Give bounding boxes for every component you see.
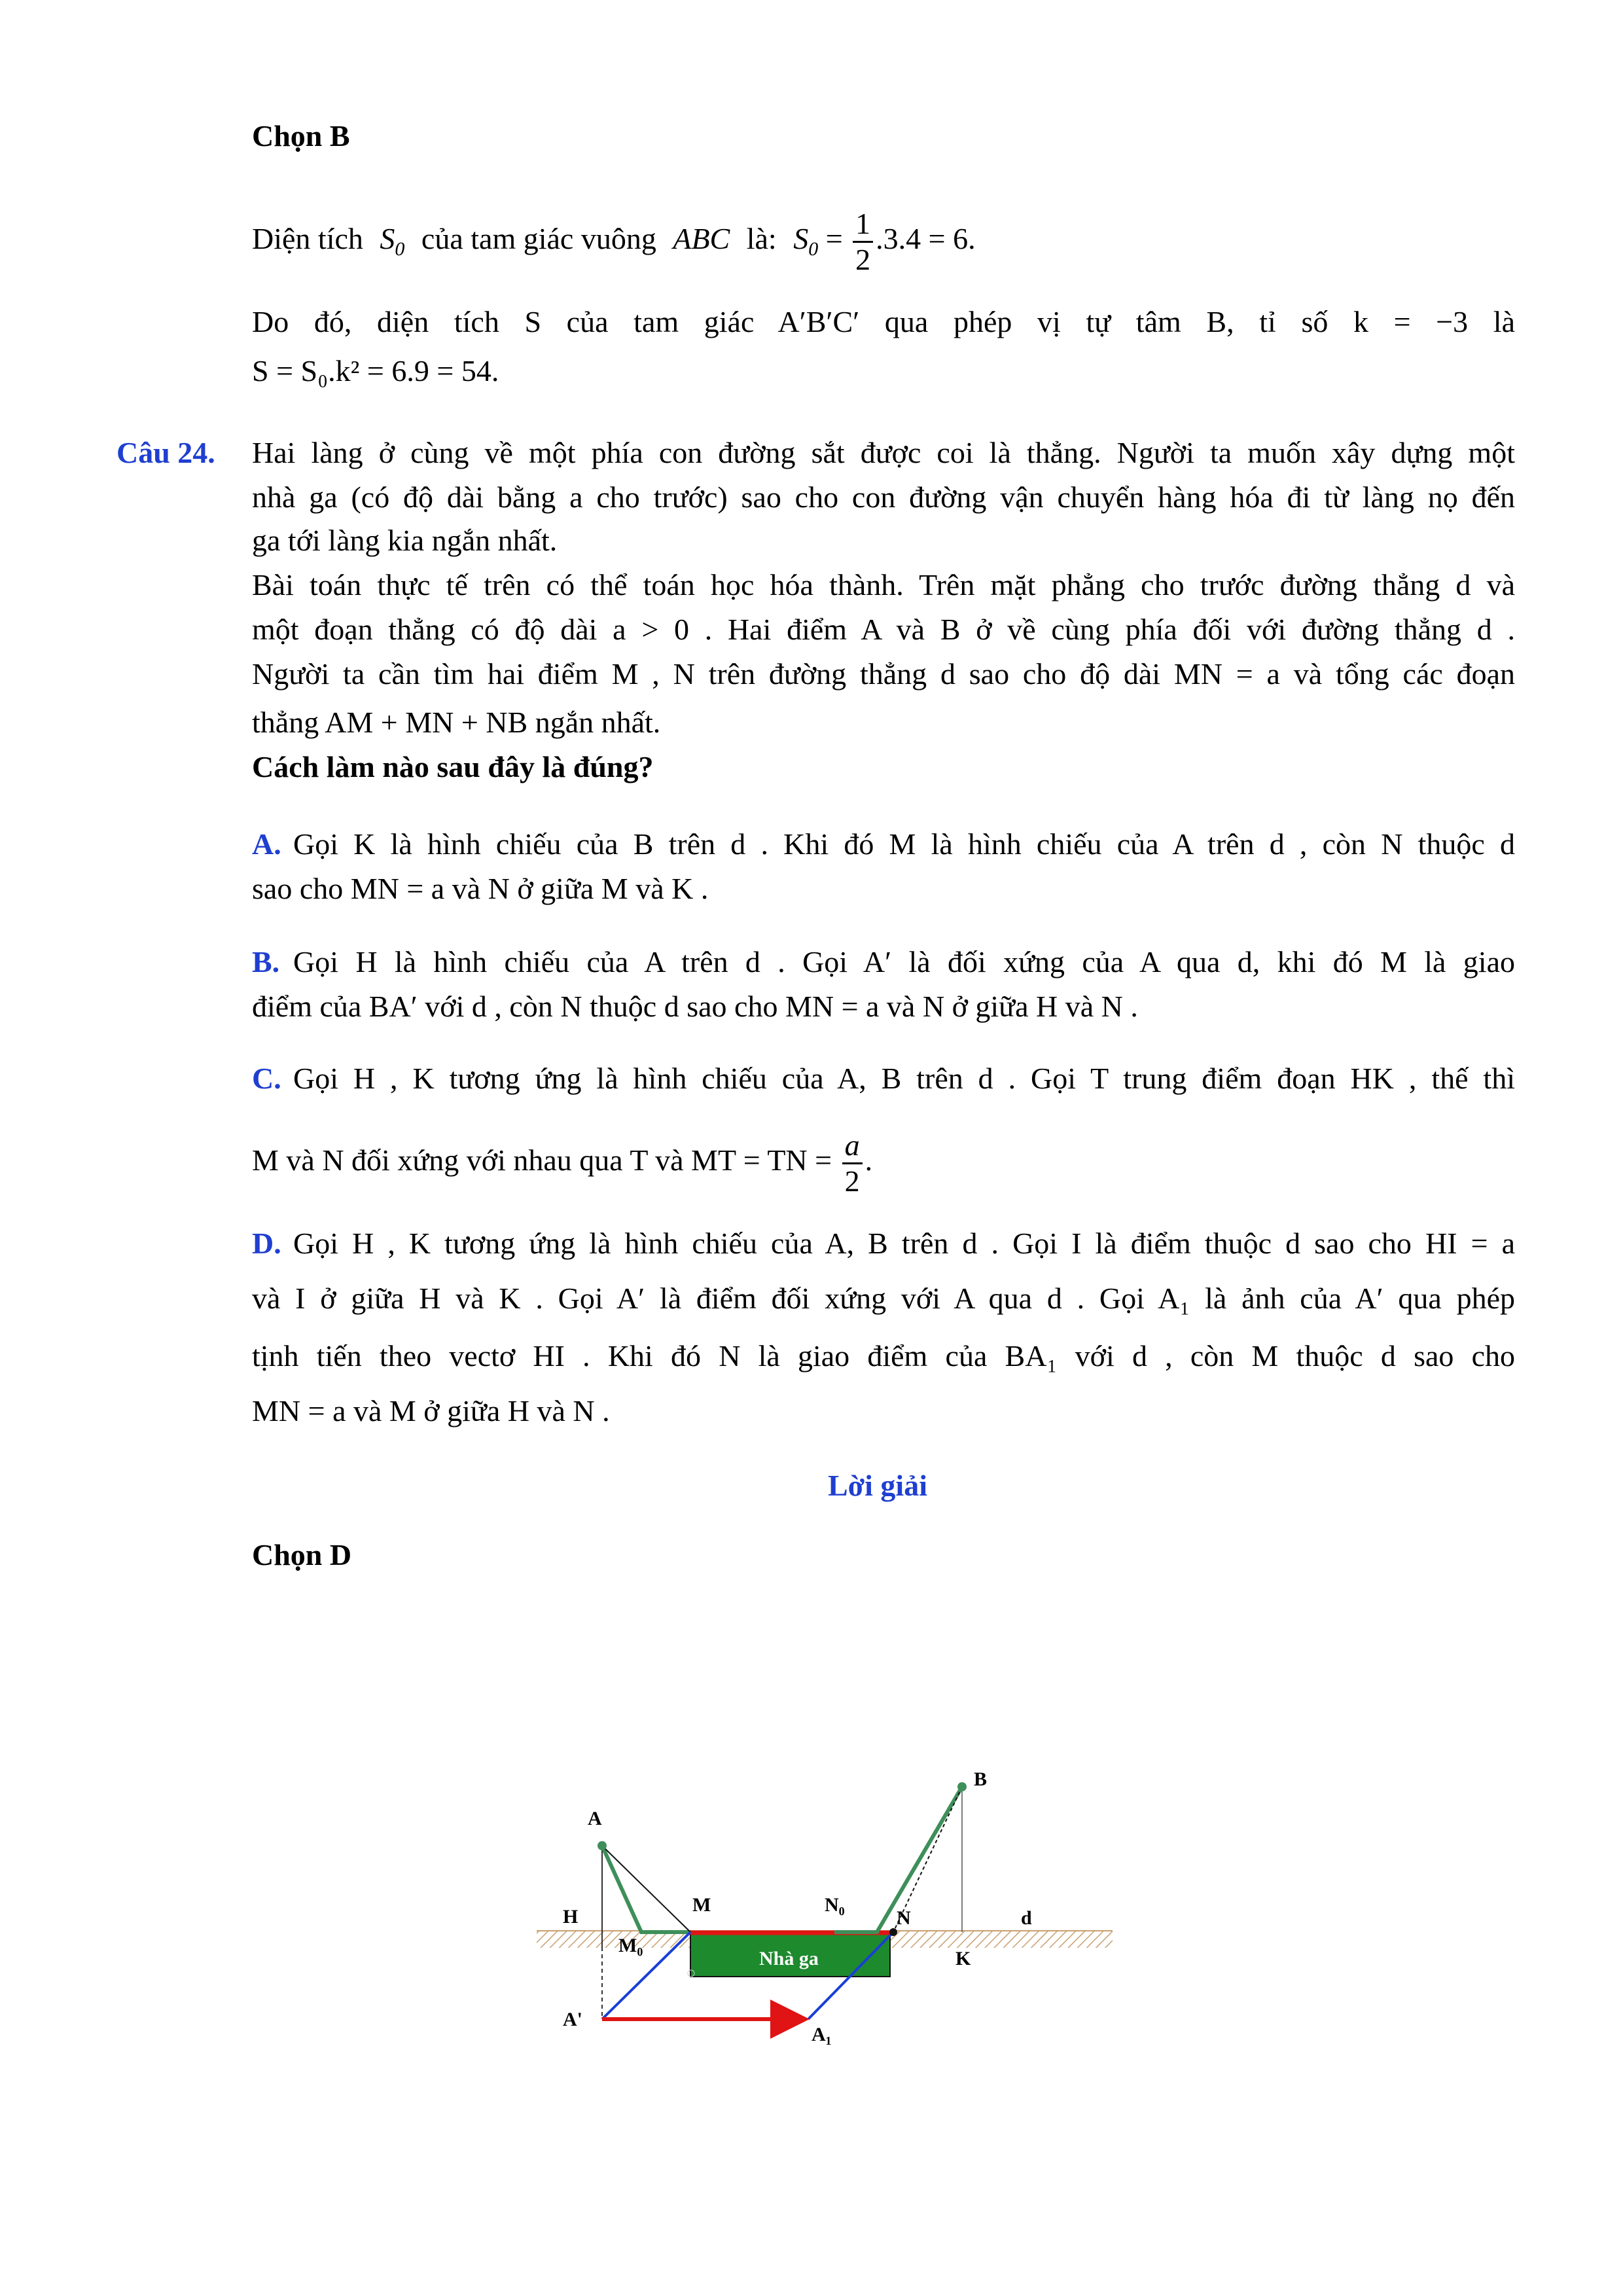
prev-result: S = S₀.k² = 6.9 = 54. — [252, 354, 499, 387]
label-d: d — [1021, 1907, 1032, 1929]
option-a-line: Gọi K là hình chiếu của B trên d . Khi đó M là hình chiếu của A trên d , còn N thuộc d — [293, 827, 1515, 861]
option-d-letter: D. — [252, 1227, 281, 1260]
option-c[interactable] — [252, 1058, 281, 1100]
label-k: K — [955, 1948, 971, 1969]
segment-am — [602, 1846, 690, 1932]
question-line: thẳng AM + MN + NB ngắn nhất. — [252, 706, 661, 739]
label-a1: A₁ — [812, 2024, 832, 2045]
option-b[interactable] — [252, 941, 279, 983]
label-a-prime: A' — [563, 2009, 582, 2030]
area-text: Diện tích — [252, 222, 363, 256]
area-symbol: $S_0$ — [380, 222, 405, 260]
option-d-line: tịnh tiến theo vectơ HI . Khi đó N là giao điểm của BA₁ với d , còn M thuộc d sao cho — [252, 1339, 1515, 1372]
label-n: N — [897, 1907, 911, 1929]
label-b: B — [974, 1768, 988, 1790]
option-a-letter: A. — [252, 827, 281, 861]
option-a-line: sao cho MN = a và N ở giữa M và K . — [252, 872, 709, 905]
option-c-letter: C. — [252, 1062, 281, 1095]
option-d-line: MN = a và M ở giữa H và N . — [252, 1394, 610, 1427]
option-d-line: Gọi H , K tương ứng là hình chiếu của A, B trên d . Gọi I là điểm thuộc d sao cho HI = a — [293, 1227, 1515, 1260]
option-d[interactable] — [252, 1223, 281, 1265]
station-label: Nhà ga — [759, 1948, 819, 1969]
geometry-figure — [537, 1748, 1126, 2049]
prev-choice: Chọn B — [252, 119, 350, 152]
question-line: một đoạn thẳng có độ dài a > 0 . Hai điểm A và B ở về cùng phía đối với đường thẳng d . — [252, 613, 1515, 646]
question-line: ga tới làng kia ngắn nhất. — [252, 524, 558, 557]
option-c-line: M và N đối xứng với nhau qua T và MT = TN = — [252, 1143, 832, 1177]
option-c-fraction: $\frac{a}{2}$ — [842, 1128, 863, 1198]
option-b-line: điểm của BA′ với d , còn N thuộc d sao cho MN = a và N ở giữa H và N . — [252, 990, 1138, 1023]
option-b-letter: B. — [252, 945, 280, 978]
point-n — [889, 1928, 897, 1936]
label-h: H — [563, 1906, 579, 1928]
triangle-name: ABC — [673, 222, 730, 256]
label-m: M — [692, 1894, 711, 1916]
prev-area-line: Diện tích $S_0$ của tam giác vuông ABC là: $S_0$ = $\frac{1}{2}$ .3.4 = 6. — [252, 207, 976, 276]
option-d-line: và I ở giữa H và K . Gọi A′ là điểm đối xứng với A qua d . Gọi A₁ là ảnh của A′ qua phép — [252, 1282, 1515, 1315]
label-m0: M₀ — [618, 1935, 643, 1956]
option-b-line: Gọi H là hình chiếu của A trên d . Gọi A′ là đối xứng của A qua d, khi đó M là giao — [293, 945, 1515, 978]
label-a: A — [588, 1808, 602, 1829]
area-la: là: — [746, 222, 777, 256]
point-b — [957, 1782, 967, 1791]
area-mid: của tam giác vuông — [421, 222, 656, 256]
label-n0: N₀ — [825, 1894, 845, 1916]
point-a — [597, 1841, 607, 1850]
area-formula-rest: .3.4 = 6. — [876, 222, 976, 256]
question-line: Hai làng ở cùng về một phía con đường sắt được coi là thẳng. Người ta muốn xây dựng một — [252, 436, 1515, 469]
question-prompt: Cách làm nào sau đây là đúng? — [252, 750, 654, 783]
solution-choice: Chọn D — [252, 1538, 352, 1571]
prev-dodo-line: Do đó, diện tích S của tam giác A′B′C′ qua phép vị tự tâm B, tỉ số k = −3 là — [252, 305, 1515, 338]
area-formula-lhs: $S_0$ — [793, 222, 819, 260]
question-line: nhà ga (có độ dài bằng a cho trước) sao cho con đường vận chuyển hàng hóa đi từ làng nọ đến — [252, 480, 1515, 514]
option-c-line: Gọi H , K tương ứng là hình chiếu của A, B trên d . Gọi T trung điểm đoạn HK , thế thì — [293, 1062, 1515, 1095]
solution-heading: Lời giải — [828, 1469, 927, 1502]
area-fraction: $\frac{1}{2}$ — [853, 207, 873, 277]
question-line: Người ta cần tìm hai điểm M , N trên đường thẳng d sao cho độ dài MN = a và tổng các đoạn — [252, 657, 1515, 691]
question-label: Câu 24. — [116, 436, 215, 469]
question-line: Bài toán thực tế trên có thể toán học hóa thành. Trên mặt phẳng cho trước đường thẳng d và — [252, 568, 1515, 601]
option-c-line2: M và N đối xứng với nhau qua T và MT = TN = $\frac{a}{2}$ . — [252, 1128, 873, 1198]
